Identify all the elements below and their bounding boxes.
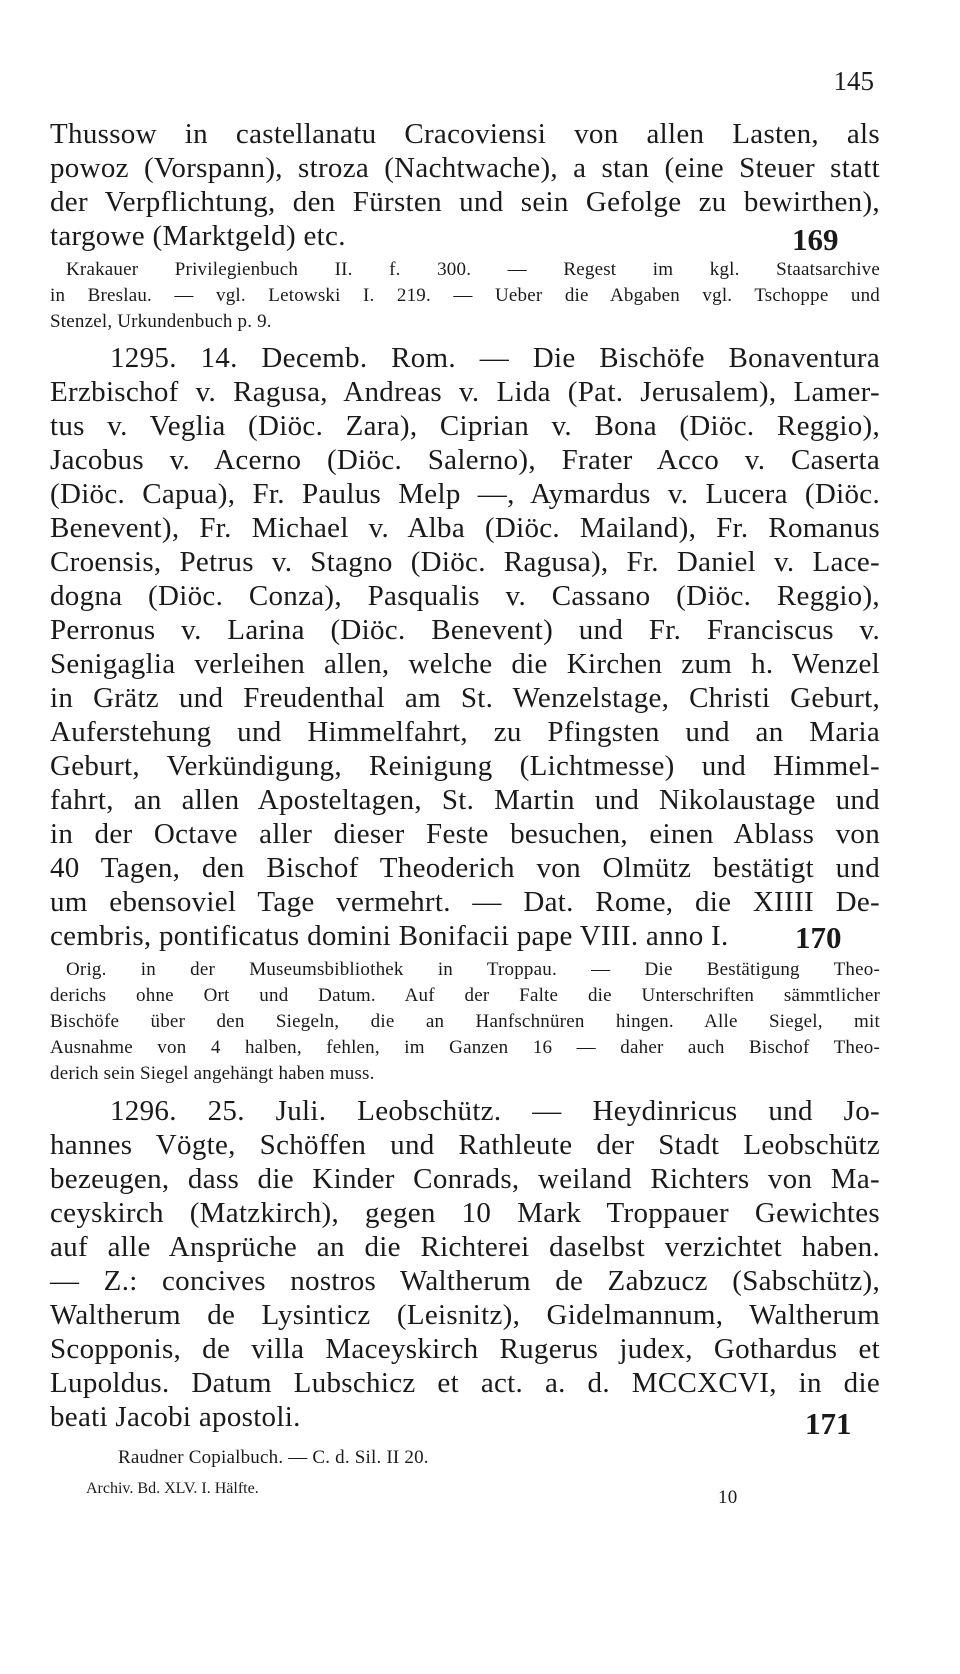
text-line: auf alle Ansprüche an die Richterei daselbst verzichtet haben.	[50, 1231, 880, 1263]
text-line: bezeugen, dass die Kinder Conrads, weiland Richters von Ma-	[50, 1163, 880, 1195]
text-line: in Grätz und Freudenthal am St. Wenzelstage, Christi Geburt,	[50, 682, 880, 714]
note-line: derichs ohne Ort und Datum. Auf der Falte die Unterschriften sämmtlicher	[50, 985, 880, 1006]
text-line: Erzbischof v. Ragusa, Andreas v. Lida (Pat. Jerusalem), Lamer-	[50, 376, 880, 408]
page-number: 145	[833, 66, 874, 96]
text-line: Thussow in castellanatu Cracoviensi von allen Lasten, als	[50, 118, 880, 150]
text-line: ceyskirch (Matzkirch), gegen 10 Mark Troppauer Gewichtes	[50, 1197, 880, 1229]
text-line: (Diöc. Capua), Fr. Paulus Melp —, Aymardus v. Lucera (Diöc.	[50, 478, 880, 510]
note-line: Orig. in der Museumsbibliothek in Troppau. — Die Bestätigung Theo-	[66, 959, 880, 980]
sheet-number: 10	[718, 1487, 738, 1508]
text-line: fahrt, an allen Aposteltagen, St. Martin und Nikolaustage und	[50, 784, 880, 816]
text-line: targowe (Marktgeld) etc.	[50, 220, 346, 252]
text-line: Auferstehung und Himmelfahrt, zu Pfingsten und an Maria	[50, 716, 880, 748]
text-line: um ebensoviel Tage vermehrt. — Dat. Rome, die XIIII De-	[50, 886, 880, 918]
text-line: 1296. 25. Juli. Leobschütz. — Heydinricus und Jo-	[110, 1095, 880, 1127]
text-line: Scopponis, de villa Maceyskirch Rugerus judex, Gothardus et	[50, 1333, 880, 1365]
text-line: hannes Vögte, Schöffen und Rathleute der Stadt Leobschütz	[50, 1129, 880, 1161]
text-line: Perronus v. Larina (Diöc. Benevent) und Fr. Franciscus v.	[50, 614, 880, 646]
text-line: 1295. 14. Decemb. Rom. — Die Bischöfe Bonaventura	[110, 342, 880, 374]
note-line: Krakauer Privilegienbuch II. f. 300. — Regest im kgl. Staatsarchive	[66, 259, 880, 280]
text-line: Croensis, Petrus v. Stagno (Diöc. Ragusa), Fr. Daniel v. Lace-	[50, 546, 880, 578]
sheet-signature: Archiv. Bd. XLV. I. Hälfte.	[86, 1480, 259, 1497]
text-line: — Z.: concives nostros Waltherum de Zabzucz (Sabschütz),	[50, 1265, 880, 1297]
note-line: derich sein Siegel angehängt haben muss.	[50, 1063, 375, 1084]
text-line: 40 Tagen, den Bischof Theoderich von Olmütz bestätigt und	[50, 852, 880, 884]
text-line: powoz (Vorspann), stroza (Nachtwache), a stan (eine Steuer statt	[50, 152, 880, 184]
text-line: beati Jacobi apostoli.	[50, 1401, 301, 1433]
text-line: Senigaglia verleihen allen, welche die Kirchen zum h. Wenzel	[50, 648, 880, 680]
text-line: dogna (Diöc. Conza), Pasqualis v. Cassano (Diöc. Reggio),	[50, 580, 880, 612]
text-line: Geburt, Verkündigung, Reinigung (Lichtmesse) und Himmel-	[50, 750, 880, 782]
entry-number: 169	[792, 222, 839, 257]
text-line: der Verpflichtung, den Fürsten und sein Gefolge zu bewirthen),	[50, 186, 880, 218]
text-line: Waltherum de Lysinticz (Leisnitz), Gidelmannum, Waltherum	[50, 1299, 880, 1331]
note-line: Bischöfe über den Siegeln, die an Hanfschnüren hingen. Alle Siegel, mit	[50, 1011, 880, 1032]
note-line: in Breslau. — vgl. Letowski I. 219. — Ueber die Abgaben vgl. Tschoppe und	[50, 285, 880, 306]
text-line: tus v. Veglia (Diöc. Zara), Ciprian v. Bona (Diöc. Reggio),	[50, 410, 880, 442]
text-line: cembris, pontificatus domini Bonifacii pape VIII. anno I.	[50, 920, 729, 952]
text-line: Benevent), Fr. Michael v. Alba (Diöc. Mailand), Fr. Romanus	[50, 512, 880, 544]
entry-number: 170	[795, 920, 842, 955]
text-line: Lupoldus. Datum Lubschicz et act. a. d. MCCXCVI, in die	[50, 1367, 880, 1399]
note-line: Stenzel, Urkundenbuch p. 9.	[50, 311, 272, 332]
text-line: Jacobus v. Acerno (Diöc. Salerno), Frater Acco v. Caserta	[50, 444, 880, 476]
entry-number: 171	[805, 1406, 852, 1441]
note-line: Ausnahme von 4 halben, fehlen, im Ganzen 16 — daher auch Bischof Theo-	[50, 1037, 880, 1058]
note-line: Raudner Copialbuch. — C. d. Sil. II 20.	[118, 1447, 429, 1468]
text-line: in der Octave aller dieser Feste besuchen, einen Ablass von	[50, 818, 880, 850]
